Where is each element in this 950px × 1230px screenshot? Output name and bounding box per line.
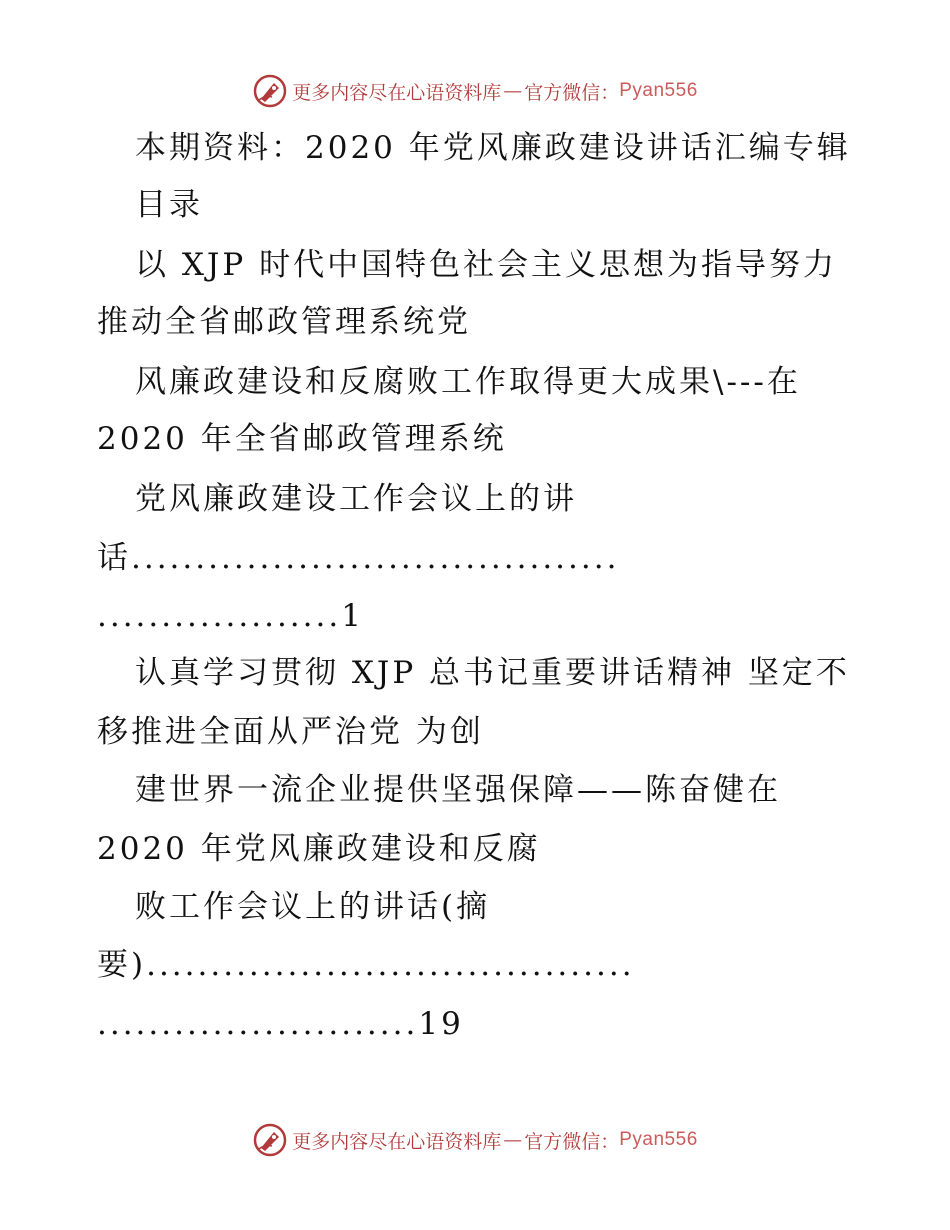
banner-main-text: 更多内容尽在心语资料库 [292, 1130, 502, 1153]
toc-entry-1-line-5: 党风廉政建设工作会议上的讲 [135, 481, 577, 517]
toc-entry-2-line-5: 败工作会议上的讲话(摘 [135, 889, 491, 925]
toc-entry-1-line-1: 以 XJP 时代中国特色社会主义思想为指导努力 [135, 247, 838, 283]
toc-entry-2-line-3: 建世界一流企业提供坚强保障——陈奋健在 [135, 772, 781, 808]
banner-wechat-label: 官方微信： [524, 1130, 620, 1153]
toc-entry-1-line-4: 2020 年全省邮政管理系统 [97, 421, 507, 457]
toc-entry-2-page-number: .........................19 [97, 1006, 464, 1042]
pen-nib-logo-icon [252, 1122, 288, 1158]
toc-entry-2-line-1: 认真学习贯彻 XJP 总书记重要讲话精神 坚定不 [135, 655, 850, 691]
banner-separator: — [503, 80, 523, 102]
toc-entry-1-line-2: 推动全省邮政管理系统党 [97, 304, 471, 340]
footer-banner [0, 1120, 950, 1160]
banner-wechat-id: Pyan556 [619, 80, 698, 101]
toc-entry-2-line-2: 移推进全面从严治党 为创 [97, 714, 484, 750]
toc-entry-2-leader-dots: 要)...................................... [97, 947, 635, 983]
toc-entry-1-line-3: 风廉政建设和反腐败工作取得更大成果\---在 [135, 364, 801, 400]
banner-wechat-id: Pyan556 [619, 1129, 698, 1150]
toc-entry-1-page-number: ...................1 [97, 598, 364, 634]
banner-main-text: 更多内容尽在心语资料库 [292, 81, 502, 104]
doc-title-line: 本期资料：2020 年党风廉政建设讲话汇编专辑 [135, 130, 851, 166]
banner-separator: — [503, 1129, 523, 1151]
toc-entry-2-line-4: 2020 年党风廉政建设和反腐 [97, 831, 541, 867]
toc-heading: 目录 [135, 187, 203, 223]
toc-entry-1-leader-dots: 话...................................... [97, 540, 620, 576]
banner-wechat-label: 官方微信： [524, 81, 620, 104]
